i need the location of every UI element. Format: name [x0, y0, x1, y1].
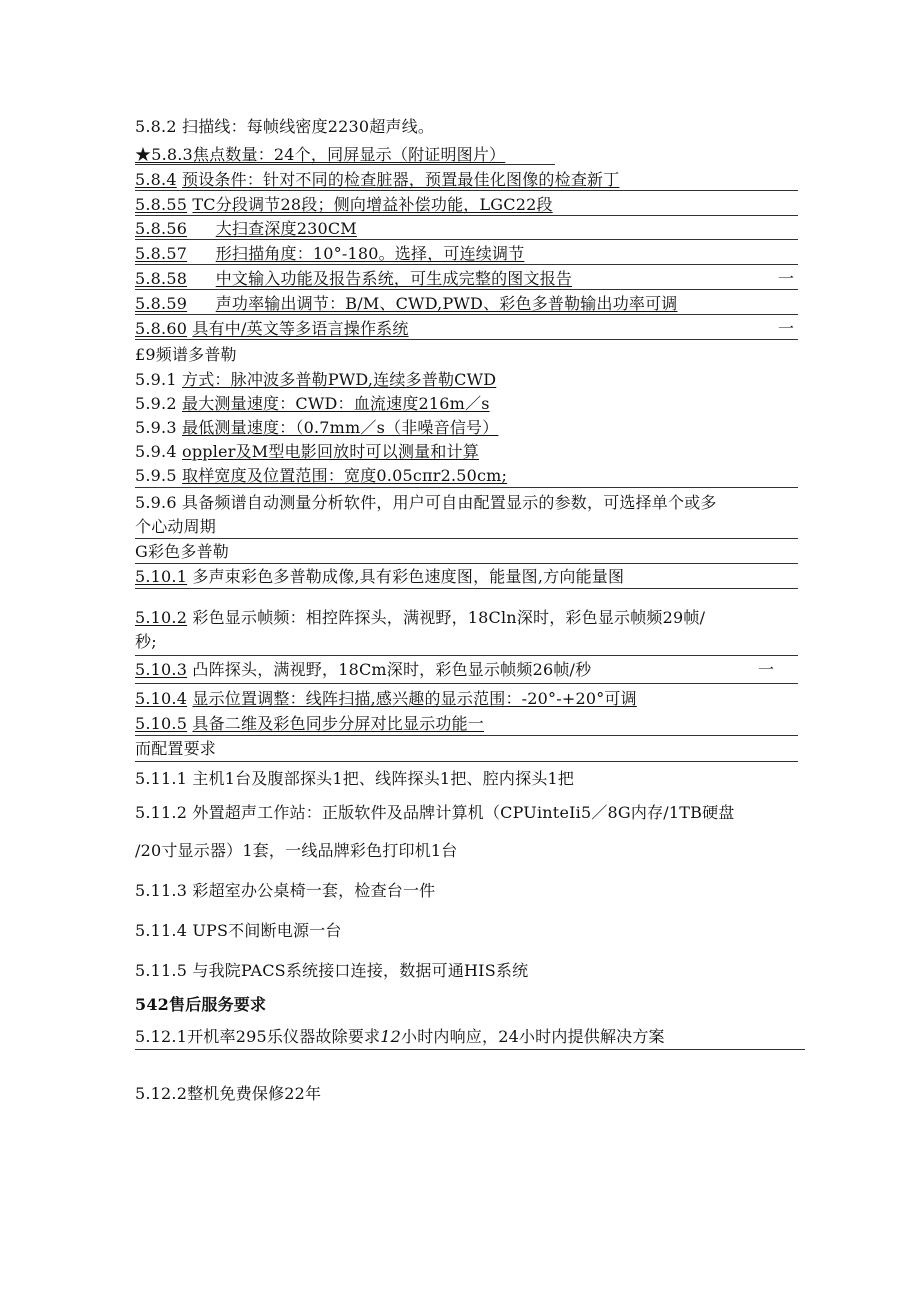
- item-text: TC分段调节28段；侧向增益补偿功能，LGC22段: [192, 195, 553, 214]
- item-number: 5.10.5: [135, 714, 188, 733]
- item-5-8-56: [135, 219, 357, 239]
- trailing-dash: 一: [778, 269, 795, 288]
- item-5-10-4: [135, 689, 637, 709]
- item-text: oppler及M型电影回放时可以测量和计算: [182, 442, 479, 461]
- item-number: 5.10.4: [135, 689, 188, 708]
- item-5-9-6-cont: 个心动周期: [135, 517, 217, 536]
- item-5-8-60: [135, 319, 409, 339]
- item-number: 5.9.3: [135, 418, 177, 437]
- item-5-8-4: [135, 170, 619, 190]
- item-5-11-2: 5.11.2 外置超声工作站：正版软件及品牌计算机（CPUinteIi5／8G内存/1TB硬盘: [135, 803, 735, 822]
- item-text: 彩色显示帧频：相控阵探头，满视野，18Cln深时，彩色显示帧频29帧/: [192, 608, 706, 627]
- item-text: 多声束彩色多普勒成像,具有彩色速度图，能量图,方向能量图: [192, 567, 625, 586]
- item-5-11-5: 5.11.5 与我院PACS系统接口连接，数据可通HIS系统: [135, 961, 529, 980]
- item-5-8-2: 5.8.2 扫描线：每帧线密度2230超声线。: [135, 117, 435, 136]
- table-rule: [135, 264, 798, 265]
- item-5-8-55: [135, 195, 553, 215]
- item-5-9-3: [135, 418, 498, 438]
- section-heading-5-10: G彩色多普勒: [135, 542, 229, 561]
- item-5-10-2: [135, 608, 705, 628]
- item-text: 显示位置调整：线阵扫描,感兴趣的显示范围：-20°-+20°可调: [192, 689, 637, 708]
- trailing-dash: 一: [758, 660, 775, 679]
- item-number: 5.9.4: [135, 442, 177, 461]
- table-rule: [135, 538, 798, 539]
- item-text: 具有中/英文等多语言操作系统: [192, 319, 409, 338]
- item-5-9-1: [135, 370, 496, 390]
- item-number: 5.10.2: [135, 608, 188, 627]
- item-5-12-1: [135, 1027, 665, 1047]
- item-number: 5.8.60: [135, 319, 188, 338]
- item-5-11-4: 5.11.4 UPS不间断电源一台: [135, 921, 342, 940]
- item-number: 5.8.4: [135, 170, 177, 189]
- table-rule: [135, 563, 798, 564]
- item-number: 5.9.2: [135, 394, 177, 413]
- item-number: 5.10.3: [135, 660, 188, 679]
- item-text: 大扫查深度230CM: [215, 219, 357, 238]
- item-text: 方式：脉冲波多普勒PWD,连续多普勒CWD: [182, 370, 497, 389]
- item-number: 5.9.5: [135, 466, 177, 485]
- item-number: 5.8.56: [135, 219, 188, 238]
- table-rule: [135, 339, 798, 340]
- table-rule: [135, 190, 798, 191]
- item-5-9-2: [135, 394, 490, 414]
- item-number: 5.8.59: [135, 294, 188, 313]
- table-rule: [135, 314, 798, 315]
- item-number: 5.9.1: [135, 370, 177, 389]
- table-rule: [135, 735, 798, 736]
- table-rule: [135, 655, 798, 656]
- item-5-8-58: [135, 269, 572, 289]
- table-rule: [135, 215, 798, 216]
- table-rule: [135, 1049, 805, 1050]
- item-5-8-59: [135, 294, 678, 314]
- item-text-c: 小时内响应，24小时内提供解决方案: [401, 1027, 665, 1046]
- item-5-8-57: [135, 244, 524, 264]
- table-rule: [135, 239, 798, 240]
- table-rule: [135, 588, 798, 589]
- trailing-dash: 一: [778, 319, 795, 338]
- item-5-12-2: 5.12.2整机免费保修22年: [135, 1084, 322, 1103]
- item-5-9-4: [135, 442, 479, 462]
- item-text: 取样宽度及位置范围：宽度0.05cπr2.50cm;: [182, 466, 508, 485]
- item-text: 中文输入功能及报告系统，可生成完整的图文报告: [215, 269, 573, 288]
- item-number: 5.10.1: [135, 567, 188, 586]
- item-5-8-3: ★5.8.3焦点数量：24个，同屏显示（附证明图片）: [135, 145, 506, 164]
- section-heading-5-9: £9频谱多普勒: [135, 345, 237, 364]
- item-5-10-1: [135, 567, 624, 587]
- item-text: 声功率输出调节：B/M、CWD,PWD、彩色多普勒输出功率可调: [215, 294, 678, 313]
- item-5-9-6: 5.9.6 具备频谱自动测量分析软件，用户可自由配置显示的参数，可选择单个或多: [135, 493, 717, 512]
- item-text: 形扫描角度：10°-180。选择，可连续调节: [215, 244, 525, 263]
- table-rule: [135, 761, 798, 762]
- item-text: 具备二维及彩色同步分屏对比显示功能一: [192, 714, 484, 733]
- item-5-11-3: 5.11.3 彩超室办公桌椅一套，检查台一件: [135, 881, 436, 900]
- table-rule: [135, 683, 798, 684]
- item-number: 5.8.57: [135, 244, 188, 263]
- section-heading-5-12: 542售后服务要求: [135, 995, 267, 1014]
- item-number: 5.8.58: [135, 269, 188, 288]
- table-rule: [135, 289, 798, 290]
- table-rule: [135, 487, 798, 488]
- item-text-hours: 12: [380, 1027, 401, 1046]
- item-5-11-2-cont: /20寸显示器）1套，一线品牌彩色打印机1台: [135, 841, 458, 860]
- item-5-11-1: 5.11.1 主机1台及腹部探头1把、线阵探头1把、腔内探头1把: [135, 769, 575, 788]
- item-5-9-5: [135, 466, 507, 486]
- underline-rule: [135, 164, 555, 165]
- item-text: 凸阵探头，满视野，18Cm深时，彩色显示帧频26帧/秒: [192, 660, 592, 679]
- item-5-10-3: [135, 660, 591, 680]
- item-text-a: 5.12.1开机率295乐仪器故除要求: [135, 1027, 381, 1046]
- item-5-10-5: [135, 714, 484, 734]
- item-text: 最低测量速度：（0.7mm／s（非噪音信号）: [182, 418, 499, 437]
- item-text: 最大测量速度：CWD：血流速度216m／s: [182, 394, 490, 413]
- section-heading-5-11: 而配置要求: [135, 739, 217, 758]
- item-number: 5.8.55: [135, 195, 188, 214]
- item-5-10-2-cont: 秒;: [135, 632, 157, 651]
- item-text: 预设条件：针对不同的检查脏器，预置最佳化图像的检查新丁: [182, 170, 620, 189]
